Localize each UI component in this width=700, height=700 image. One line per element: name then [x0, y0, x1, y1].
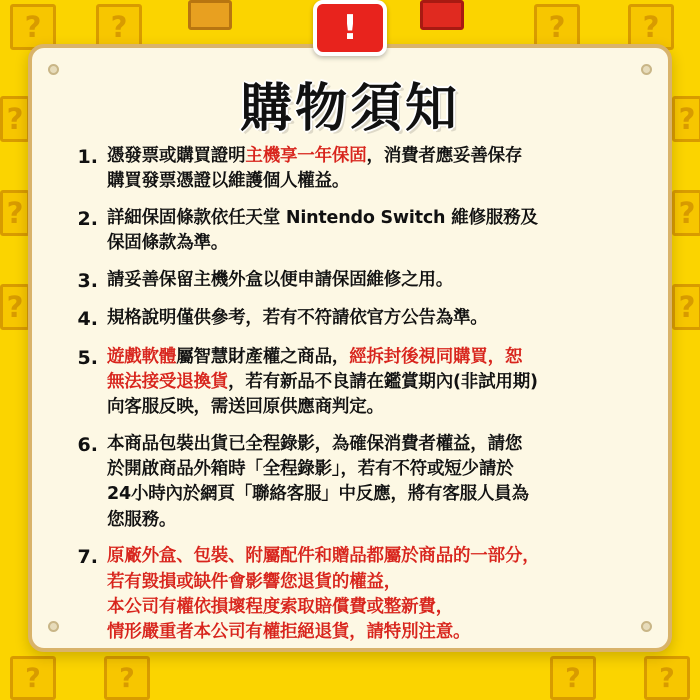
notice-text-line [107, 231, 642, 256]
background-block: ? [672, 190, 700, 236]
highlight-text: 主機享一年保固 [245, 146, 367, 166]
screw-bottom-right-icon [641, 621, 652, 632]
notice-text-line [107, 570, 642, 595]
highlight-text: 原廠外盒、包裝、附屬配件和贈品都屬於商品的一部分， [107, 546, 540, 567]
notice-text-line [107, 206, 642, 231]
body-text: 請妥善保留主機外盒以便申請保固維修之用。 [107, 269, 453, 290]
background-block: ? [550, 656, 596, 700]
notice-item [66, 345, 642, 421]
notice-text-line [107, 432, 642, 457]
notice-item-number: 3. [77, 269, 98, 292]
notice-text-line [107, 345, 642, 370]
notice-item-number: 7. [77, 546, 98, 569]
page-title: 購物須知 [239, 79, 460, 139]
body-text: ，消費者應妥善保存 [366, 146, 523, 166]
notice-item-text [107, 206, 642, 257]
body-text: 於開啟商品外箱時「全程錄影」，若有不符或短少請於 [107, 459, 514, 480]
background-block: ? [10, 4, 56, 50]
notice-text-line [107, 169, 642, 194]
body-text: 向客服反映，需送回原供應商判定。 [107, 397, 384, 418]
body-text: 詳細保固條款依任天堂 Nintendo Switch 維修服務及 [107, 207, 538, 228]
background-block: ? [672, 96, 700, 142]
background-block: ? [96, 4, 142, 50]
notice-item-number: 2. [77, 207, 98, 230]
exclamation-badge [313, 0, 387, 56]
body-text: 規格說明僅供參考，若有不符請依官方公告為準。 [107, 308, 488, 329]
notice-text-line [107, 620, 642, 645]
highlight-text: 遊戲軟體 [107, 346, 177, 367]
background-block: ? [628, 4, 674, 50]
notice-item-text [107, 432, 642, 534]
notice-text-line [107, 268, 642, 293]
background-block: ? [10, 656, 56, 700]
notice-item-number: 6. [77, 433, 98, 456]
background-block: ? [0, 96, 30, 142]
background-block: ? [672, 284, 700, 330]
background-block [188, 0, 232, 30]
highlight-text: 本公司有權依損壞程度索取賠償費或整新費， [107, 596, 453, 617]
background-block: ? [0, 190, 30, 236]
notice-item [66, 206, 642, 257]
background-block: ? [534, 4, 580, 50]
notice-text-line [107, 395, 642, 420]
body-text: 您服務。 [107, 509, 177, 530]
notice-item-text [107, 345, 642, 421]
notice-text-line [107, 508, 642, 533]
body-text: 屬智慧財產權之商品， [176, 346, 350, 367]
notice-text-line [107, 595, 642, 620]
body-text: 保固條款為準。 [107, 233, 229, 254]
notice-item-number: 1. [77, 146, 98, 168]
highlight-text: 無法接受退換貨 [107, 371, 229, 392]
notice-item-text [107, 544, 642, 646]
body-text: 24小時內於網頁「聯絡客服」中反應，將有客服人員為 [107, 484, 529, 505]
notice-panel [28, 44, 672, 652]
body-text: 本商品包裝出貨已全程錄影，為確保消費者權益，請您 [107, 433, 523, 454]
notice-text-line [107, 370, 642, 395]
background-block: ? [644, 656, 690, 700]
notice-item [66, 544, 642, 646]
body-text: ，若有新品不良請在鑑賞期內(非試用期) [228, 371, 538, 392]
notice-text-line [107, 544, 642, 569]
notice-item-number: 4. [77, 308, 98, 331]
notice-list [66, 144, 642, 643]
highlight-text: 情形嚴重者本公司有權拒絕退貨，請特別注意。 [107, 622, 471, 643]
notice-text-line [107, 144, 642, 169]
background-block: ? [0, 284, 30, 330]
notice-item [66, 306, 642, 334]
body-text: 購買發票憑證以維護個人權益。 [107, 171, 350, 192]
exclamation-mark: ! [342, 8, 358, 48]
notice-item-number: 5. [77, 346, 98, 369]
highlight-text: 經拆封後視同購買，恕 [349, 346, 523, 367]
background-block [420, 0, 464, 30]
notice-item [66, 144, 642, 195]
screw-bottom-left-icon [48, 621, 59, 632]
body-text: 憑發票或購買證明 [107, 146, 246, 166]
notice-item [66, 432, 642, 534]
notice-item [66, 268, 642, 296]
notice-item-text [107, 306, 642, 331]
notice-item-text [107, 144, 642, 195]
notice-text-line [107, 306, 642, 331]
highlight-text: 若有毀損或缺件會影響您退貨的權益， [107, 571, 402, 592]
background-block: ? [104, 656, 150, 700]
notice-text-line [107, 482, 642, 507]
notice-item-text [107, 268, 642, 293]
notice-text-line [107, 457, 642, 482]
